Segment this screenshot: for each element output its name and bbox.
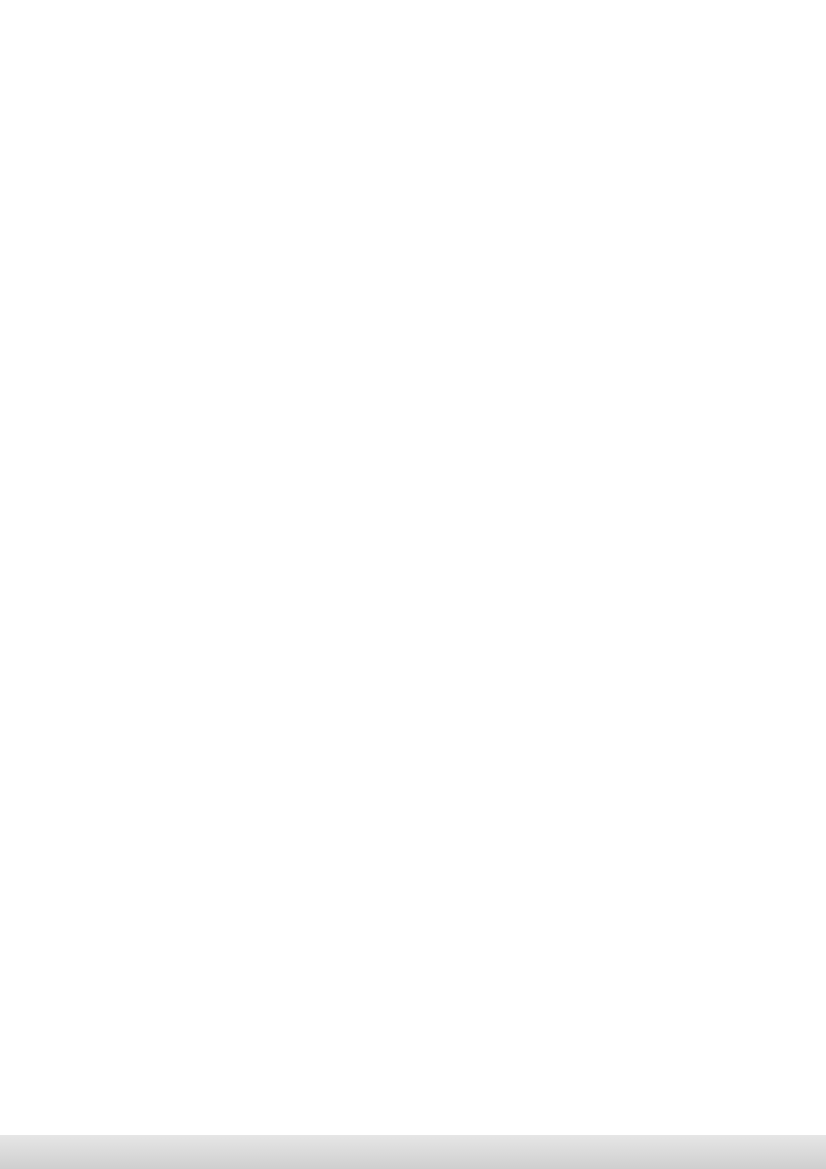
from-line — [40, 110, 47, 124]
title-row — [40, 44, 780, 74]
footer-logo — [676, 1112, 826, 1169]
